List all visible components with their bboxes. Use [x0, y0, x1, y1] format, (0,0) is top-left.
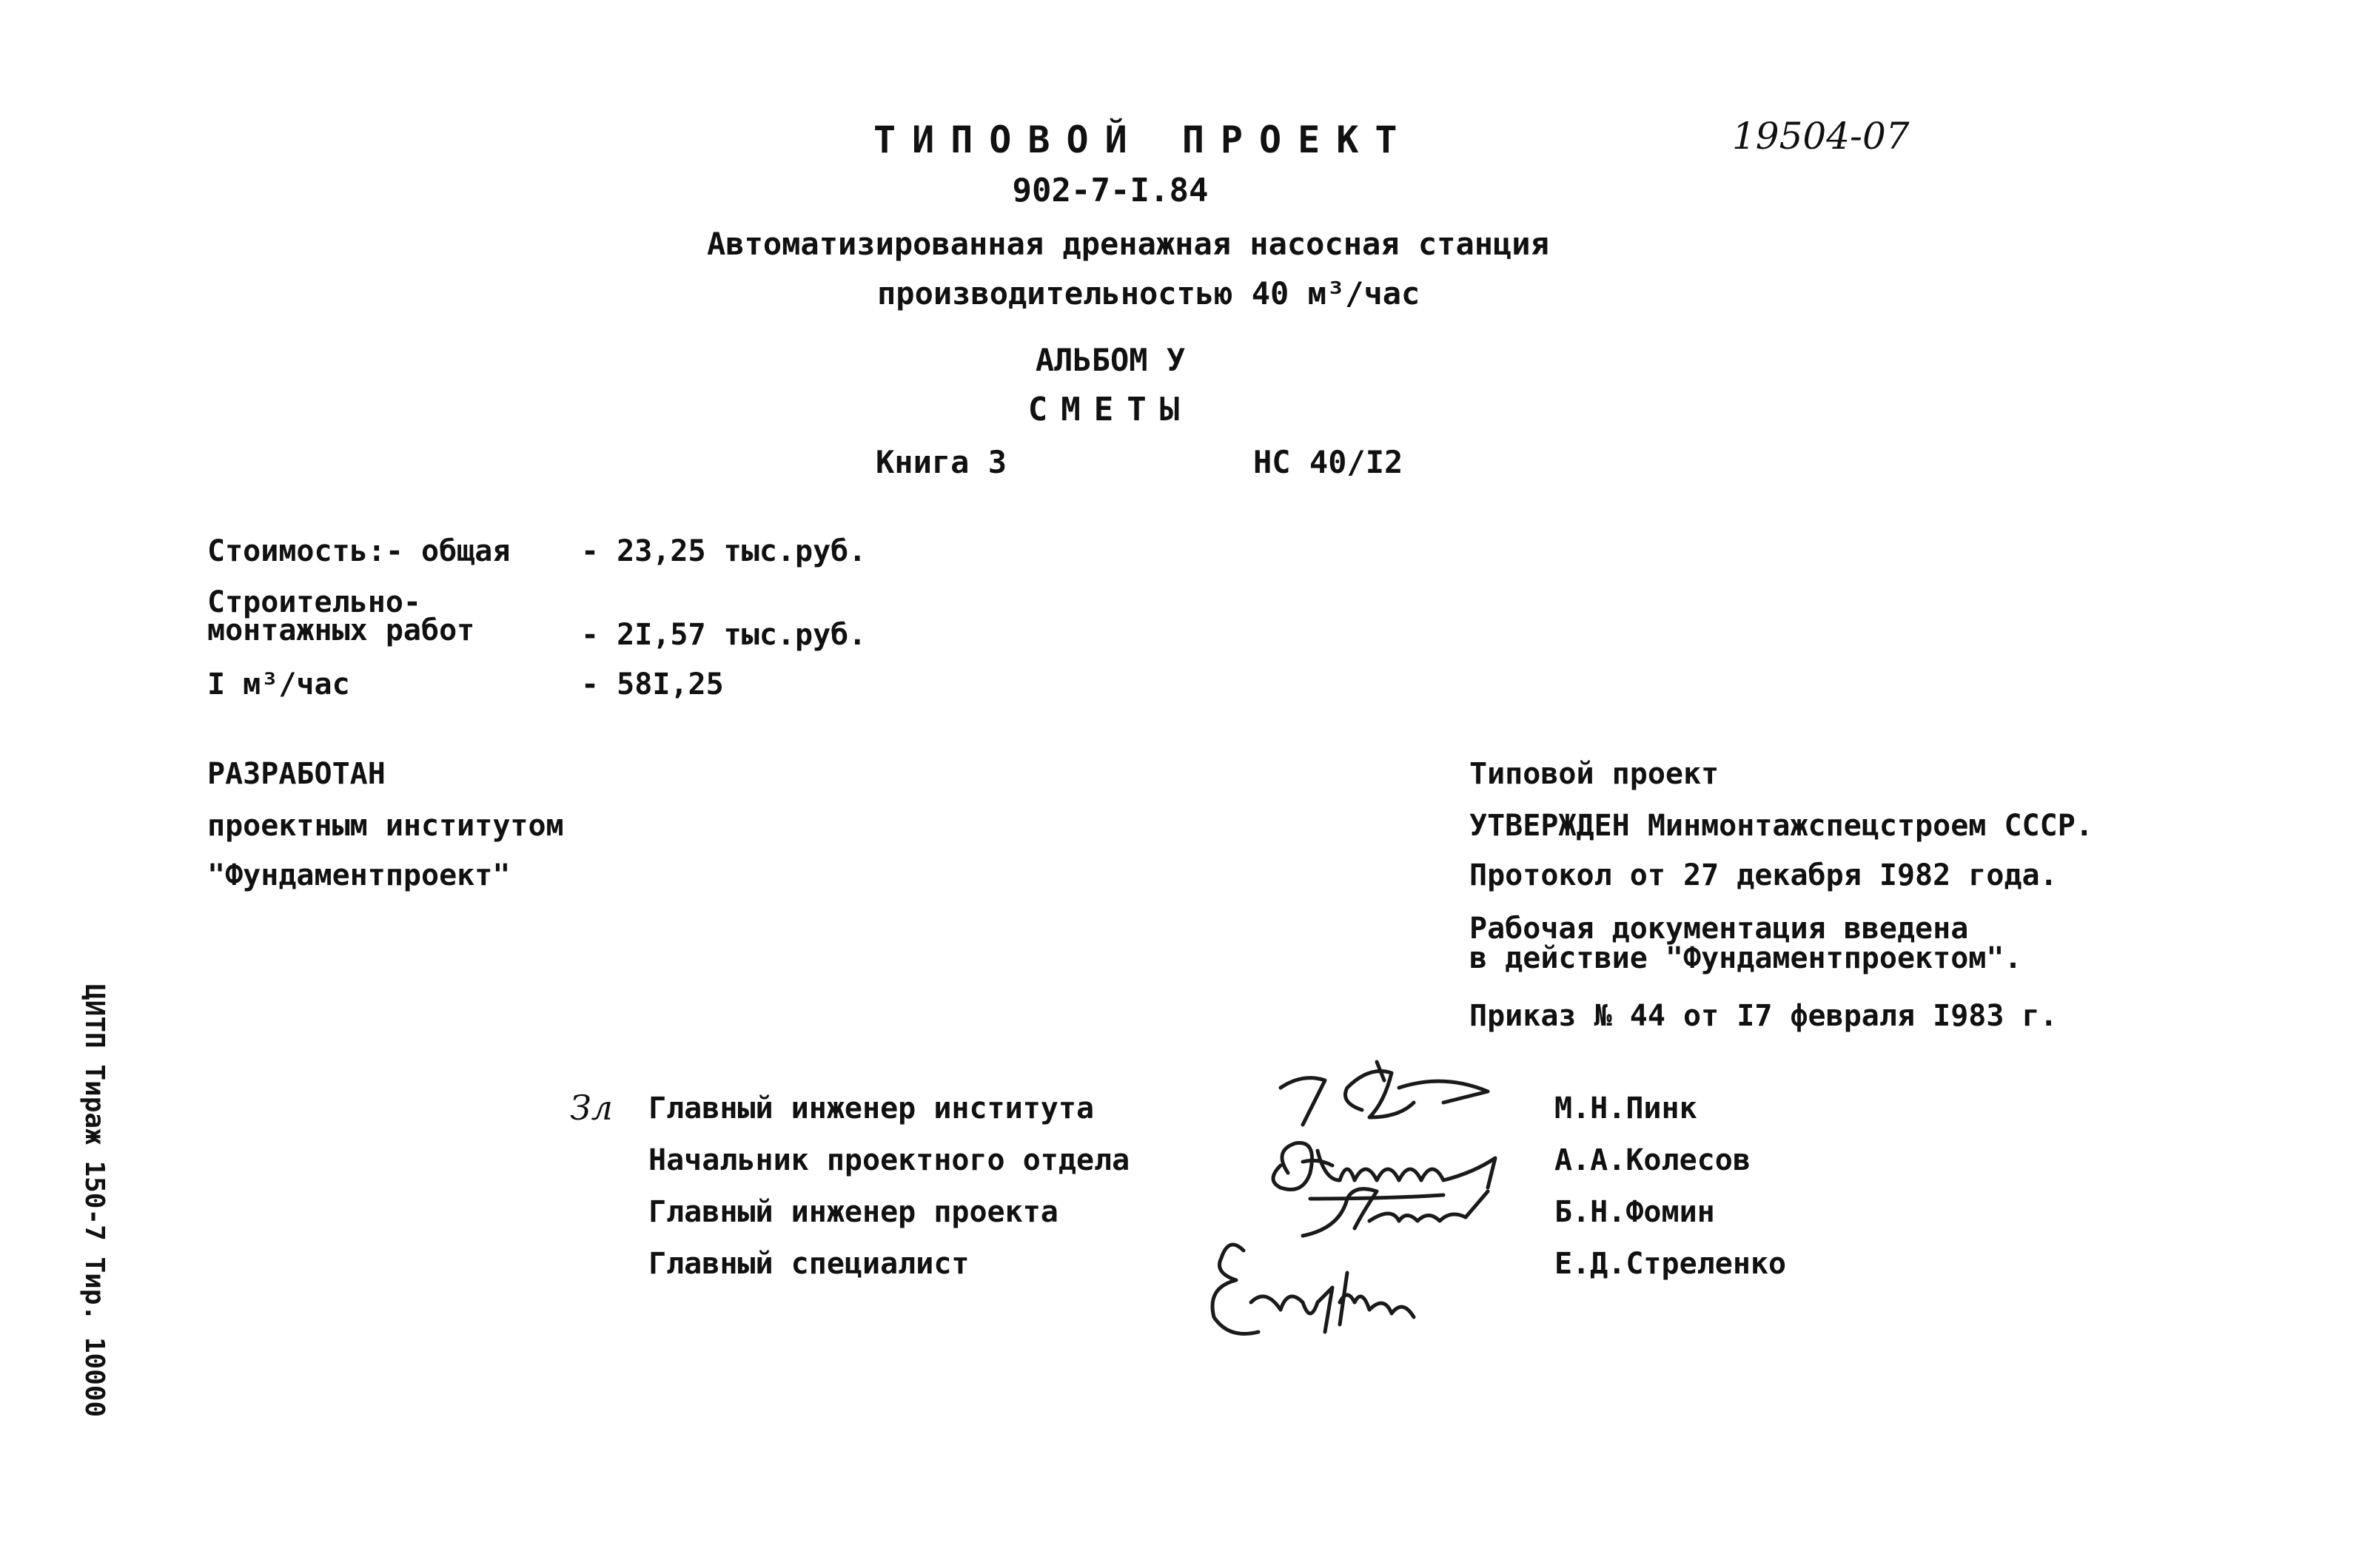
approval-line5: в действие "Фундаментпроектом". [1469, 941, 2022, 975]
signatory-name: Б.Н.Фомин [1554, 1195, 1715, 1229]
signatory-position: Главный инженер проекта [648, 1195, 1058, 1229]
approval-line2: УТВЕРЖДЕН Минмонтажспецстроем СССР. [1469, 809, 2093, 843]
section-title: СМЕТЫ [1027, 391, 1193, 428]
signatory-position: Главный специалист [648, 1247, 970, 1281]
project-code: 902-7-I.84 [1012, 172, 1209, 209]
cost-value-construction: - 2I,57 тыс.руб. [581, 618, 867, 652]
signature-strelenko [1199, 1228, 1443, 1347]
approval-line1: Типовой проект [1469, 757, 1720, 791]
document-title: ТИПОВОЙ ПРОЕКТ [873, 118, 1414, 161]
book-number: Книга 3 [876, 444, 1007, 480]
cost-label-total: Стоимость:- общая [207, 534, 511, 568]
archive-number: 19504-07 [1732, 115, 1910, 158]
project-description-line1: Автоматизированная дренажная насосная станция [707, 226, 1549, 262]
cost-label-unit: I м³/час [207, 667, 350, 701]
signature-pink [1273, 1058, 1525, 1140]
approval-line4: Рабочая документация введена [1469, 912, 1969, 946]
project-description-line2: производительностью 40 м³/час [877, 275, 1420, 312]
book-code: НС 40/I2 [1253, 444, 1403, 480]
side-imprint [80, 984, 110, 1532]
developer-line2: "Фундаментпроект" [207, 858, 511, 892]
cost-value-total: - 23,25 тыс.руб. [581, 534, 867, 568]
signatory-name: А.А.Колесов [1554, 1143, 1751, 1177]
side-imprint-text: ЦИТП Тираж 150-7 Тир. 10000 [79, 984, 110, 1418]
album-title: АЛЬБОМ У [1035, 342, 1186, 378]
cost-label-construction: Строительно- монтажных работ [207, 585, 475, 647]
approval-line6: Приказ № 44 от I7 февраля I983 г. [1469, 999, 2058, 1033]
cost-value-unit: - 58I,25 [581, 667, 724, 701]
developer-heading: РАЗРАБОТАН [207, 757, 386, 791]
signatory-name: Е.Д.Стреленко [1554, 1247, 1787, 1281]
signatory-position: Начальник проектного отдела [648, 1143, 1130, 1177]
approval-line3: Протокол от 27 декабря I982 года. [1469, 858, 2058, 892]
handwritten-mark: Зл [570, 1088, 613, 1128]
signatory-name: М.Н.Пинк [1554, 1091, 1697, 1125]
signatory-position: Главный инженер института [648, 1091, 1095, 1125]
developer-line1: проектным институтом [207, 809, 564, 843]
